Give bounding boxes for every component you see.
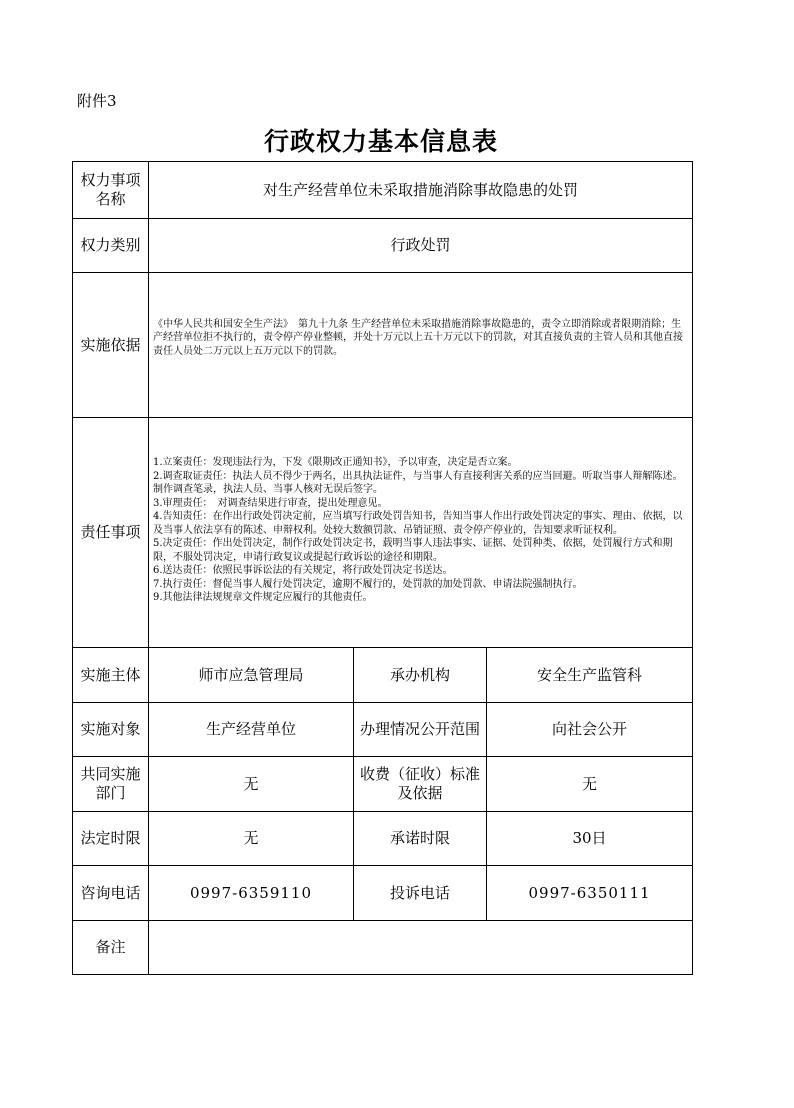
row-name bbox=[73, 162, 693, 219]
responsibility-item: 3.审理责任： 对调查结果进行审查，提出处理意见。 bbox=[153, 497, 388, 509]
label-promise-time: 承诺时限 bbox=[354, 812, 487, 866]
label-disclosure: 办理情况公开范围 bbox=[354, 703, 487, 757]
label-remark: 备注 bbox=[73, 921, 149, 975]
value-disclosure: 向社会公开 bbox=[487, 703, 693, 757]
page-title: 行政权力基本信息表 bbox=[263, 127, 498, 156]
responsibility-item: 9.其他法律法规规章文件规定应履行的其他责任。 bbox=[153, 592, 373, 604]
label-fee: 收费（征收）标准及依据 bbox=[354, 757, 487, 812]
label-subject: 实施主体 bbox=[73, 648, 149, 703]
row-time bbox=[73, 812, 693, 866]
label-responsibility: 责任事项 bbox=[73, 418, 149, 648]
label-category: 权力类别 bbox=[73, 219, 149, 273]
responsibility-item: 1.立案责任：发现违法行为，下发《限期改正通知书》，予以审查，决定是否立案。 bbox=[153, 457, 518, 469]
value-fee: 无 bbox=[487, 757, 693, 812]
value-name: 对生产经营单位未采取措施消除事故隐患的处罚 bbox=[149, 162, 693, 219]
responsibility-item: 2.调查取证责任：执法人员不得少于两名，出具执法证件，与当事人有直接利害关系的应当回避。听取当事人辩解陈述。制作调查笔录，执法人员、当事人核对无误后签字。 bbox=[153, 470, 683, 496]
row-responsibility bbox=[73, 418, 693, 648]
label-name: 权力事项名称 bbox=[73, 162, 149, 219]
label-target: 实施对象 bbox=[73, 703, 149, 757]
value-remark bbox=[149, 921, 693, 975]
attachment-label: 附件3 bbox=[77, 92, 117, 110]
value-legal-time: 无 bbox=[149, 812, 354, 866]
label-basis: 实施依据 bbox=[73, 273, 149, 418]
responsibility-item: 4.告知责任：在作出行政处罚决定前，应当填写行政处罚告知书，告知当事人作出行政处罚决定的事实、理由、依据，以及当事人依法享有的陈述、申辩权利。处较大数额罚款、吊销证照、责令停产停业的，告知要求听证权利。 bbox=[153, 511, 683, 536]
value-target: 生产经营单位 bbox=[149, 703, 354, 757]
value-joint: 无 bbox=[149, 757, 354, 812]
label-legal-time: 法定时限 bbox=[73, 812, 149, 866]
row-basis bbox=[73, 273, 693, 418]
label-consult-phone: 咨询电话 bbox=[73, 866, 149, 921]
value-basis: 《中华人民共和国安全生产法》 第九十九条 生产经营单位未采取措施消除事故隐患的，责令立即消除或者限期消除；生产经营单位拒不执行的，责令停产停业整顿，并处十万元以上五十万元以下的罚款，对其直接负责的主管人员和其他直接责任人员处二万元以上五万元以下的罚款。 bbox=[149, 273, 693, 418]
value-subject: 师市应急管理局 bbox=[149, 648, 354, 703]
value-office: 安全生产监管科 bbox=[487, 648, 693, 703]
row-category bbox=[73, 219, 693, 273]
row-subject bbox=[73, 648, 693, 703]
value-consult-phone: 0997-6359110 bbox=[149, 866, 354, 921]
row-target bbox=[73, 703, 693, 757]
label-office: 承办机构 bbox=[354, 648, 487, 703]
responsibility-item: 5.决定责任：作出处罚决定，制作行政处罚决定书，载明当事人违法事实、证据、处罚种类、依据，处罚履行方式和期限，不服处罚决定，申请行政复议或提起行政诉讼的途径和期限。 bbox=[153, 538, 673, 563]
responsibility-item: 7.执行责任：督促当事人履行处罚决定，逾期不履行的，处罚款的加处罚款、申请法院强制执行。 bbox=[153, 578, 583, 590]
value-promise-time: 30日 bbox=[487, 812, 693, 866]
info-table bbox=[72, 161, 693, 975]
label-joint: 共同实施部门 bbox=[73, 757, 149, 812]
value-category: 行政处罚 bbox=[149, 219, 693, 273]
row-joint bbox=[73, 757, 693, 812]
responsibility-item: 6.送达责任：依照民事诉讼法的有关规定，将行政处罚决定书送达。 bbox=[153, 565, 453, 577]
label-complaint-phone: 投诉电话 bbox=[354, 866, 487, 921]
value-complaint-phone: 0997-6350111 bbox=[487, 866, 693, 921]
row-phone bbox=[73, 866, 693, 921]
row-remark bbox=[73, 921, 693, 975]
value-responsibility bbox=[149, 418, 693, 648]
